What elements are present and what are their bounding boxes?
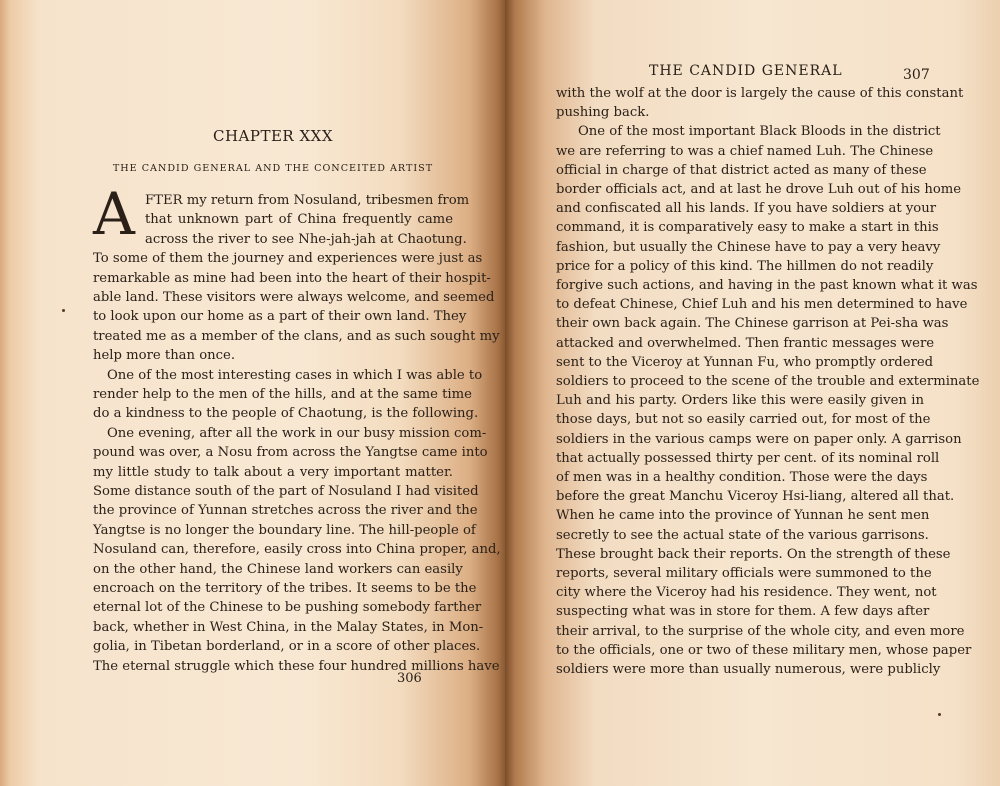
text-line: with the wolf at the door is largely the cause of this constant	[556, 86, 964, 101]
text-line: attacked and overwhelmed. Then frantic messages were	[556, 335, 935, 351]
text-line: that actually possessed thirty per cent. of its nominal roll	[556, 450, 940, 466]
text-line: official in charge of that district acted as many of these	[556, 162, 927, 178]
text-line: Yangtse is no longer the boundary line. The hill-people of	[93, 522, 476, 538]
text-line: One of the most important Black Bloods in the district	[578, 124, 941, 140]
text-line: pushing back.	[556, 105, 650, 121]
left-page-number: 306	[397, 671, 422, 686]
text-line: reports, several military officials were summoned to the	[556, 566, 932, 581]
text-line: and confiscated all his lands. If you have soldiers at your	[556, 201, 937, 217]
text-line: FTER my return from Nosuland, tribesmen from	[145, 193, 470, 208]
chapter-heading: CHAPTER XXX	[212, 127, 334, 145]
text-line: on the other hand, the Chinese land workers can easily	[93, 561, 463, 577]
text-line: Nosuland can, therefore, easily cross into China proper, and,	[93, 542, 501, 558]
text-line: secretly to see the actual state of the various garrisons.	[556, 527, 929, 543]
text-line: golia, in Tibetan borderland, or in a score of other places.	[93, 639, 481, 655]
text-line: we are referring to was a chief named Luh. The Chinese	[556, 143, 934, 159]
text-line: soldiers were more than usually numerous, were publicly	[556, 662, 941, 677]
right-page-number: 307	[903, 67, 930, 83]
text-line: their arrival, to the surprise of the whole city, and even more	[556, 623, 965, 639]
text-line: do a kindness to the people of Chaotung, is the following.	[93, 406, 479, 422]
text-line: to defeat Chinese, Chief Luh and his men determined to have	[556, 297, 968, 313]
text-line: The eternal struggle which these four hundred millions have	[93, 658, 500, 674]
text-line: soldiers in the various camps were on paper only. A garrison	[556, 431, 962, 447]
text-line: treated me as a member of the clans, and as such sought my	[93, 328, 500, 344]
text-line: their own back again. The Chinese garrison at Pei-sha was	[556, 316, 949, 332]
text-line: city where the Viceroy had his residence. They went, not	[556, 585, 937, 601]
text-line: back, whether in West China, in the Malay States, in Mon-	[93, 619, 484, 635]
text-line: my little study to talk about a very important matter.	[93, 464, 453, 480]
text-line: to the officials, one or two of these military men, whose paper	[556, 642, 972, 658]
paper-speck	[62, 309, 65, 312]
text-line: price for a policy of this kind. The hillmen do not readily	[556, 258, 934, 274]
text-line: Luh and his party. Orders like this were easily given in	[556, 393, 924, 409]
text-line: sent to the Viceroy at Yunnan Fu, who promptly ordered	[556, 354, 934, 370]
chapter-subtitle: THE CANDID GENERAL AND THE CONCEITED ARTIST	[112, 163, 434, 174]
text-line: pound was over, a Nosu from across the Yangtse came into	[93, 445, 488, 461]
drop-cap: A	[93, 180, 135, 248]
running-head: THE CANDID GENERAL	[649, 63, 843, 79]
text-line: These brought back their reports. On the strength of these	[556, 546, 951, 562]
text-line: help more than once.	[93, 348, 236, 364]
text-line: border officials act, and at last he drove Luh out of his home	[556, 182, 962, 197]
text-line: across the river to see Nhe-jah-jah at Chaotung.	[145, 231, 467, 247]
text-line: Some distance south of the part of Nosuland I had visited	[93, 484, 479, 499]
text-line: to look upon our home as a part of their own land. They	[93, 309, 467, 325]
text-line: suspecting what was in store for them. A few days after	[556, 604, 930, 620]
text-line: forgive such actions, and having in the past known what it was	[556, 278, 978, 293]
text-line: those days, but not so easily carried out, for most of the	[556, 412, 931, 428]
text-line: fashion, but usually the Chinese have to pay a very heavy	[556, 239, 941, 255]
text-line: the province of Yunnan stretches across the river and the	[93, 503, 478, 519]
text-line: encroach on the territory of the tribes. It seems to be the	[93, 581, 477, 596]
text-line: of men was in a healthy condition. Those were the days	[556, 470, 928, 485]
text-line: before the great Manchu Viceroy Hsi-liang, altered all that.	[556, 489, 955, 505]
text-line: When he came into the province of Yunnan he sent men	[556, 508, 930, 524]
text-line: that unknown part of China frequently came	[145, 212, 453, 228]
text-line: command, it is comparatively easy to make a start in this	[556, 220, 939, 236]
text-line: To some of them the journey and experiences were just as	[93, 251, 483, 267]
text-line: soldiers to proceed to the scene of the trouble and exterminate	[556, 374, 980, 389]
text-line: One of the most interesting cases in which I was able to	[107, 367, 483, 383]
text-line: remarkable as mine had been into the heart of their hospit-	[93, 270, 491, 286]
text-line: One evening, after all the work in our busy mission com-	[107, 425, 487, 441]
text-line: render help to the men of the hills, and at the same time	[93, 387, 472, 402]
paper-speck	[938, 713, 941, 716]
text-line: eternal lot of the Chinese to be pushing somebody farther	[93, 600, 482, 616]
text-line: able land. These visitors were always welcome, and seemed	[93, 290, 495, 305]
